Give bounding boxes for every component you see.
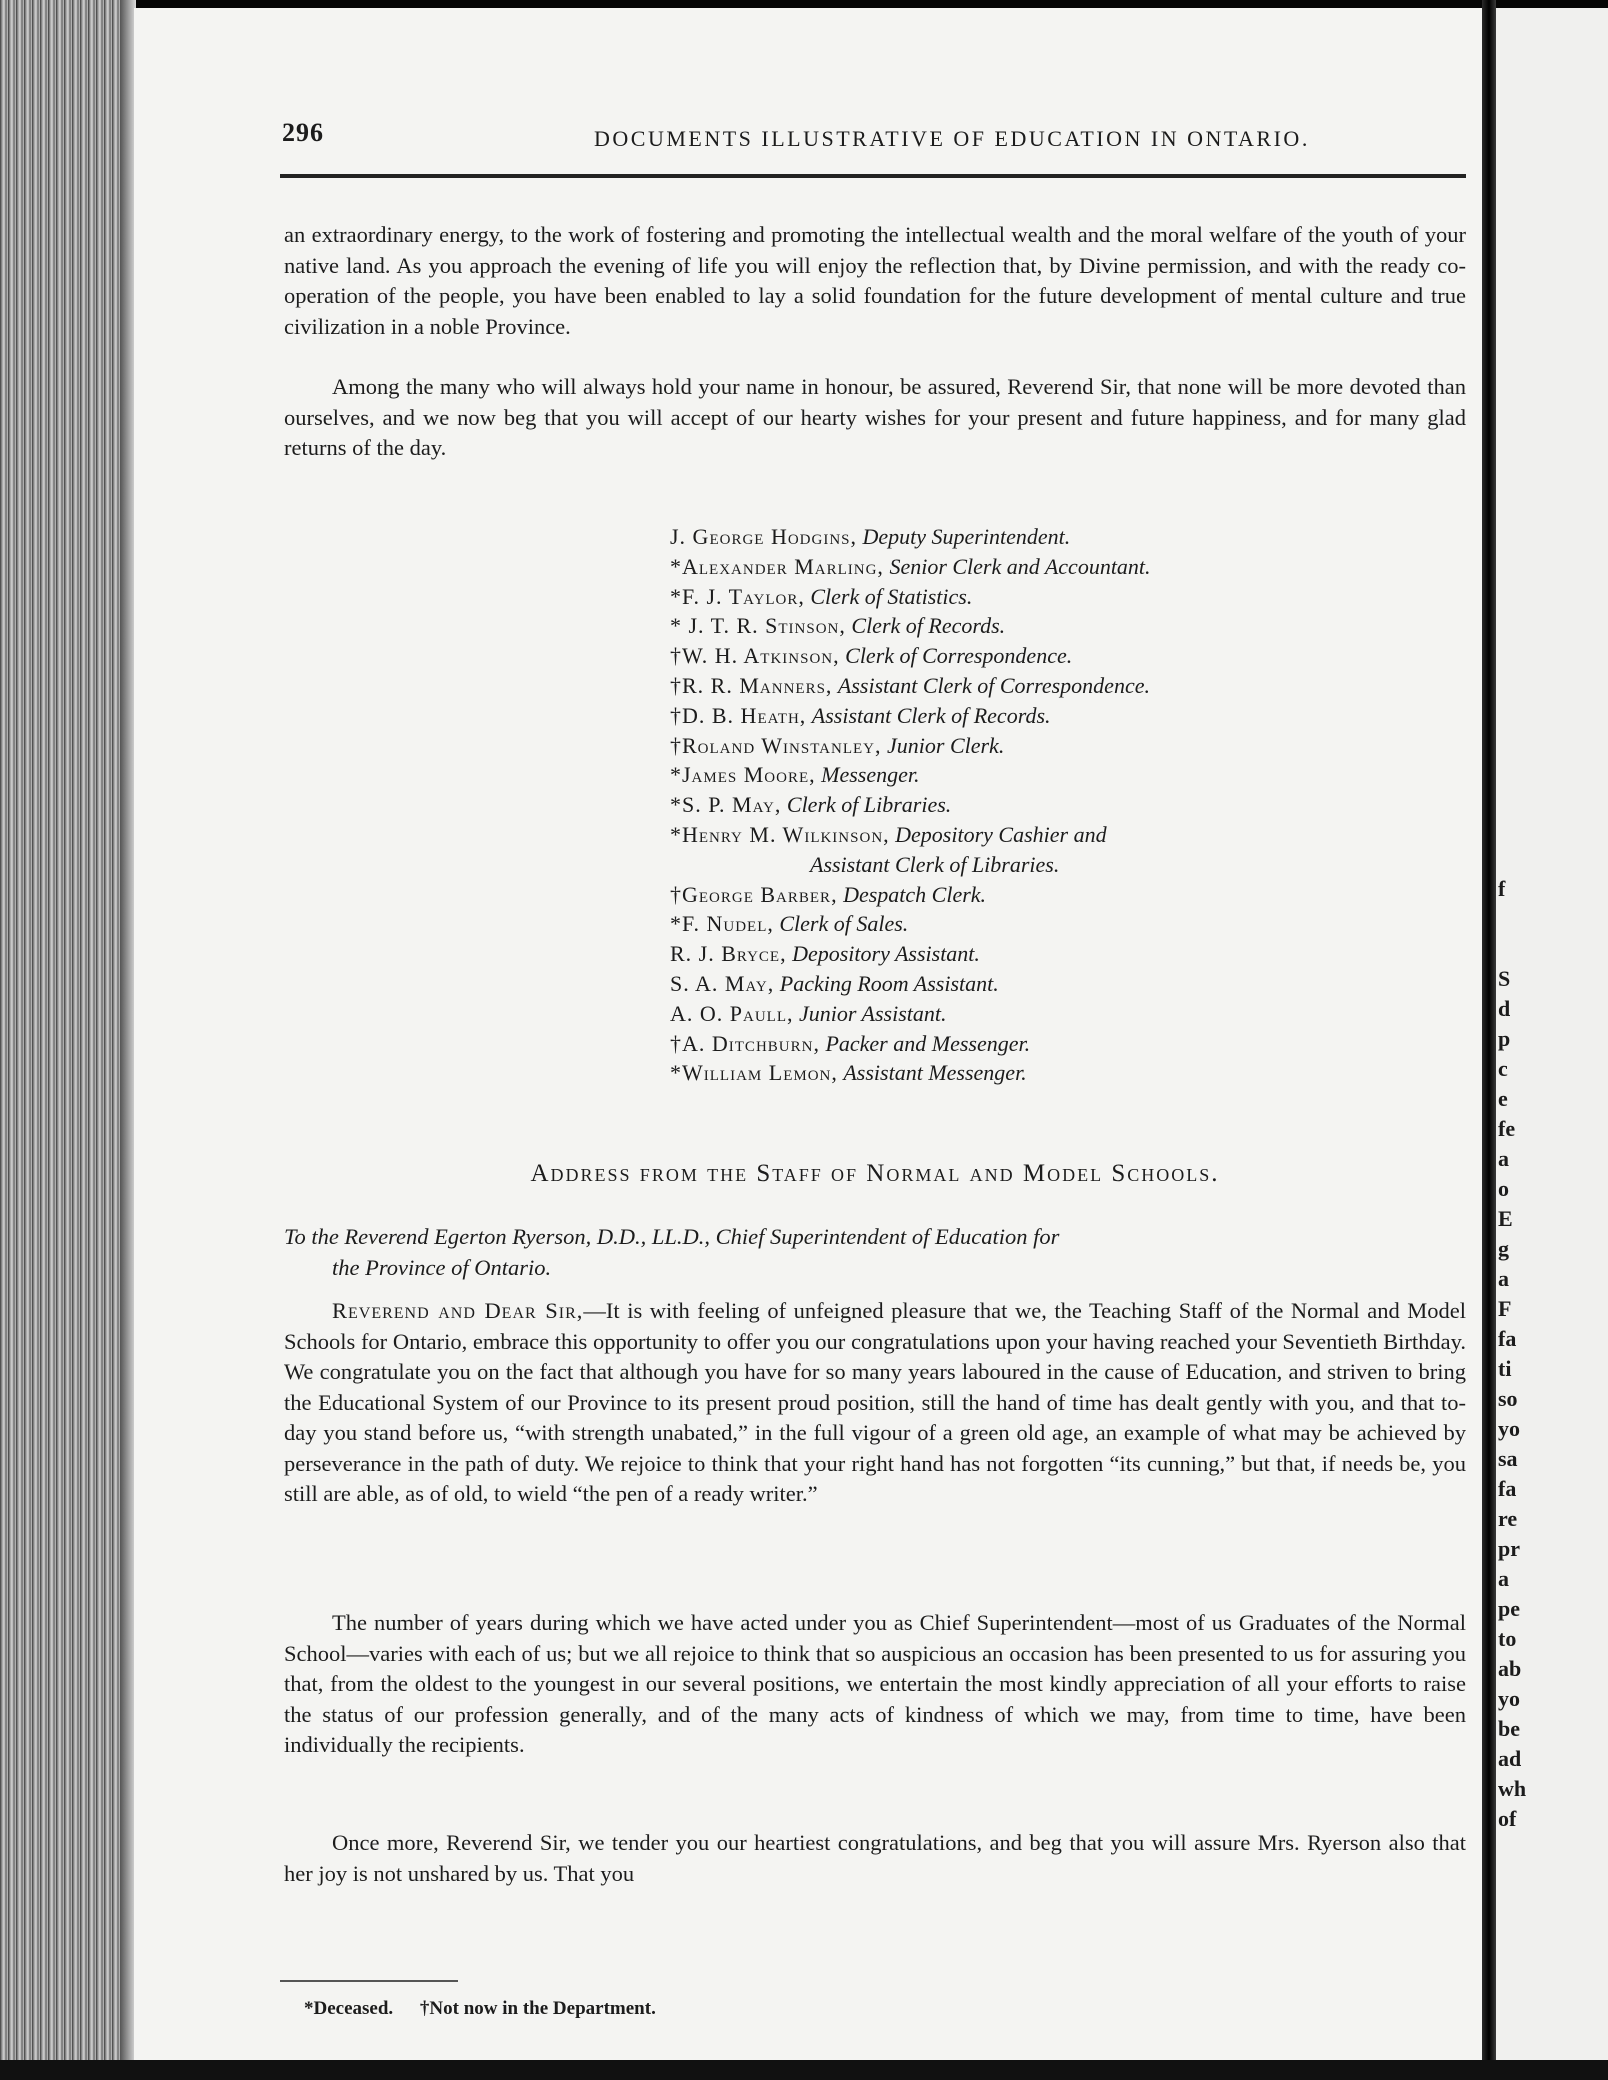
address-paragraph-2: The number of years during which we have acted under you as Chief Superintendent—most of us Graduates of the Normal School—varies with each of us; but we all rejoice to think that so auspicious an occasion has been presented to us for assuring you that, from the oldest to the youngest in our several positions, we entertain the most kindly appreciation of all your efforts to raise the status of our profession generally, and of the many acts of kindness of which we may, from time to time, have been individually the recipients. (284, 1610, 1466, 1757)
facing-page-fragment: c (1498, 1056, 1508, 1081)
signatory-title: Assistant Clerk of Libraries. (810, 851, 1060, 877)
signatory-item (670, 939, 1470, 969)
signatory-item (670, 820, 1470, 850)
address-recipient-line1: To the Reverend Egerton Ryerson, D.D., LL.D., Chief Superintendent of Education for (284, 1224, 1060, 1249)
signatory-title: Packer and Messenger. (825, 1030, 1031, 1056)
book-page (134, 8, 1482, 2080)
signatory-name: S. A. May, (670, 970, 775, 996)
facing-page-fragment: yo (1498, 1416, 1520, 1441)
signatory-name: †R. R. Manners, (670, 672, 833, 698)
address-paragraph-1-body: —It is with feeling of unfeigned pleasure that we, the Teaching Staff of the Normal and Model Schools for Ontario, embrace this opportunity to offer you our congratulations upon your having reached your Seventieth Birthday. We congratulate you on the fact that although you have for so many years laboured in the cause of Education, and striven to bring the Educational System of our Province to its present proud position, still the hand of time has dealt gently with you, and that to-day you stand before us, “with strength unabated,” in the full vigour of a green old age, an example of what may be achieved by perseverance in the path of duty. We rejoice to think that your right hand has not forgotten “its cunning,” but that, if needs be, you still are able, as of old, to wield “the pen of a ready writer.” (284, 1298, 1466, 1506)
running-head: DOCUMENTS ILLUSTRATIVE OF EDUCATION IN ONTARIO. (594, 126, 1310, 151)
signatory-item (670, 552, 1470, 582)
signatory-item (670, 760, 1470, 790)
facing-page-fragment: pr (1498, 1536, 1520, 1561)
signatory-name: †A. Ditchburn, (670, 1030, 820, 1056)
paragraph-closing: Among the many who will always hold your name in honour, be assured, Reverend Sir, that none will be more devoted than ourselves, and we now beg that you will accept of our hearty wishes for your present and future happiness, and for many glad returns of the day. (284, 374, 1466, 460)
facing-page-fragment: o (1498, 1176, 1509, 1201)
facing-page-fragment: fa (1498, 1326, 1517, 1351)
signatory-title: Packing Room Assistant. (779, 970, 999, 996)
facing-page-fragment: f (1498, 876, 1506, 901)
facing-page-fragment: a (1498, 1266, 1509, 1291)
signatory-title: Clerk of Sales. (779, 911, 909, 937)
facing-page-fragment: p (1498, 1026, 1511, 1051)
facing-page-fragment: yo (1498, 1686, 1520, 1711)
facing-page-fragment: sa (1498, 1446, 1518, 1471)
signatory-name: *S. P. May, (670, 792, 782, 818)
facing-page-fragment: a (1498, 1146, 1509, 1171)
facing-page-fragment: to (1498, 1626, 1517, 1651)
facing-page-fragment: e (1498, 1086, 1508, 1111)
book-gutter (1482, 0, 1496, 2080)
signatory-title: Assistant Messenger. (843, 1060, 1027, 1086)
signatory-item (670, 1029, 1470, 1059)
facing-page-fragment: ab (1498, 1656, 1522, 1681)
facing-page-fragment: a (1498, 1566, 1509, 1591)
signatory-title: Clerk of Statistics. (810, 583, 973, 609)
signatory-item (670, 522, 1470, 552)
signatory-title: Assistant Clerk of Correspondence. (837, 672, 1150, 698)
signatory-name: J. George Hodgins, (670, 524, 857, 549)
signatory-name: R. J. Bryce, (670, 941, 787, 967)
address-recipient (284, 1222, 1466, 1283)
signatory-name: A. O. Paull, (670, 1000, 794, 1026)
section-heading: Address from the Staff of Normal and Model Schools. (530, 1160, 1220, 1187)
header-rule (280, 174, 1466, 178)
signatory-title: Clerk of Libraries. (786, 792, 952, 818)
footnote-rule (280, 1980, 458, 1982)
signatory-title: Depository Cashier and (895, 821, 1107, 847)
facing-page-fragment: wh (1498, 1776, 1527, 1801)
facing-page-fragment: F (1498, 1296, 1512, 1321)
signatory-item (670, 969, 1470, 999)
signatory-title-continuation (670, 850, 1470, 880)
signatory-name: †George Barber, (670, 881, 838, 907)
footnote-deceased: *Deceased. (304, 1998, 394, 2019)
signatory-name: *Henry M. Wilkinson, (670, 821, 890, 847)
facing-page-fragment: fe (1498, 1116, 1516, 1141)
facing-page-fragment: E (1498, 1206, 1513, 1231)
address-recipient-line2: the Province of Ontario. (332, 1254, 552, 1280)
footnote-not-in-department: †Not now in the Department. (419, 1998, 656, 2019)
signatory-item (670, 731, 1470, 761)
signatory-name: †Roland Winstanley, (670, 732, 882, 758)
facing-page-fragment: ad (1498, 1746, 1522, 1771)
signatory-title: Clerk of Records. (851, 613, 1006, 639)
facing-page-fragment: S (1498, 966, 1511, 991)
facing-page-fragment: be (1498, 1716, 1520, 1741)
facing-page-fragment: pe (1498, 1596, 1520, 1621)
facing-page-fragment: g (1498, 1236, 1509, 1261)
facing-page-fragment: of (1498, 1806, 1517, 1831)
book-page-edges (0, 0, 132, 2080)
signatory-name: †D. B. Heath, (670, 702, 807, 728)
signatory-item (670, 611, 1470, 641)
signatory-item (670, 641, 1470, 671)
signatory-title: Senior Clerk and Accountant. (889, 553, 1151, 579)
address-paragraph-3: Once more, Reverend Sir, we tender you our heartiest congratulations, and beg that you will assure Mrs. Ryerson also that her joy is not unshared by us. That you (284, 1830, 1466, 1886)
paragraph-continuation: an extraordinary energy, to the work of fostering and promoting the intellectual wealth and the moral welfare of the youth of your native land. As you approach the evening of life you will enjoy the reflection that, by Divine permission, and with the ready co-operation of the people, you have been enabled to lay a solid foundation for the future development of mental culture and true civilization in a noble Province. (284, 222, 1466, 339)
facing-page-fragment: re (1498, 1506, 1518, 1531)
signatory-title: Junior Clerk. (887, 732, 1005, 758)
signatory-name: *F. J. Taylor, (670, 583, 805, 609)
signatory-title: Assistant Clerk of Records. (811, 702, 1051, 728)
signatory-title: Despatch Clerk. (843, 881, 987, 907)
address-paragraph-1 (284, 1296, 1466, 1510)
facing-page-fragment: so (1498, 1386, 1518, 1411)
signatory-title: Messenger. (821, 762, 920, 788)
signatory-title: Depository Assistant. (792, 941, 980, 967)
signatory-name: *James Moore, (670, 762, 816, 788)
page-header (282, 118, 1462, 158)
signatory-name: *Alexander Marling, (670, 553, 884, 579)
signatory-item (670, 701, 1470, 731)
facing-page-fragment: fa (1498, 1476, 1517, 1501)
signatory-item (670, 880, 1470, 910)
signatory-name: †W. H. Atkinson, (670, 643, 840, 669)
page-number: 296 (282, 118, 324, 147)
signatory-item (670, 1058, 1470, 1088)
signatory-item (670, 671, 1470, 701)
scan-border-bottom (0, 2060, 1608, 2080)
signatory-name: * J. T. R. Stinson, (670, 613, 846, 639)
signatory-item (670, 790, 1470, 820)
salutation: Reverend and Dear Sir, (332, 1298, 584, 1323)
signatory-item (670, 999, 1470, 1029)
signatory-title: Clerk of Correspondence. (845, 643, 1073, 669)
signatory-title: Deputy Superintendent. (862, 524, 1071, 549)
signatory-title: Junior Assistant. (799, 1000, 947, 1026)
facing-page-text-fragments (1498, 0, 1608, 2080)
signatory-name: *William Lemon, (670, 1060, 838, 1086)
facing-page-fragment: ti (1498, 1356, 1512, 1381)
facing-page-fragment: d (1498, 996, 1511, 1021)
signatory-list (670, 522, 1470, 1088)
signatory-name: *F. Nudel, (670, 911, 774, 937)
signatory-item (670, 909, 1470, 939)
footnote (304, 1998, 678, 2020)
signatory-item (670, 582, 1470, 612)
